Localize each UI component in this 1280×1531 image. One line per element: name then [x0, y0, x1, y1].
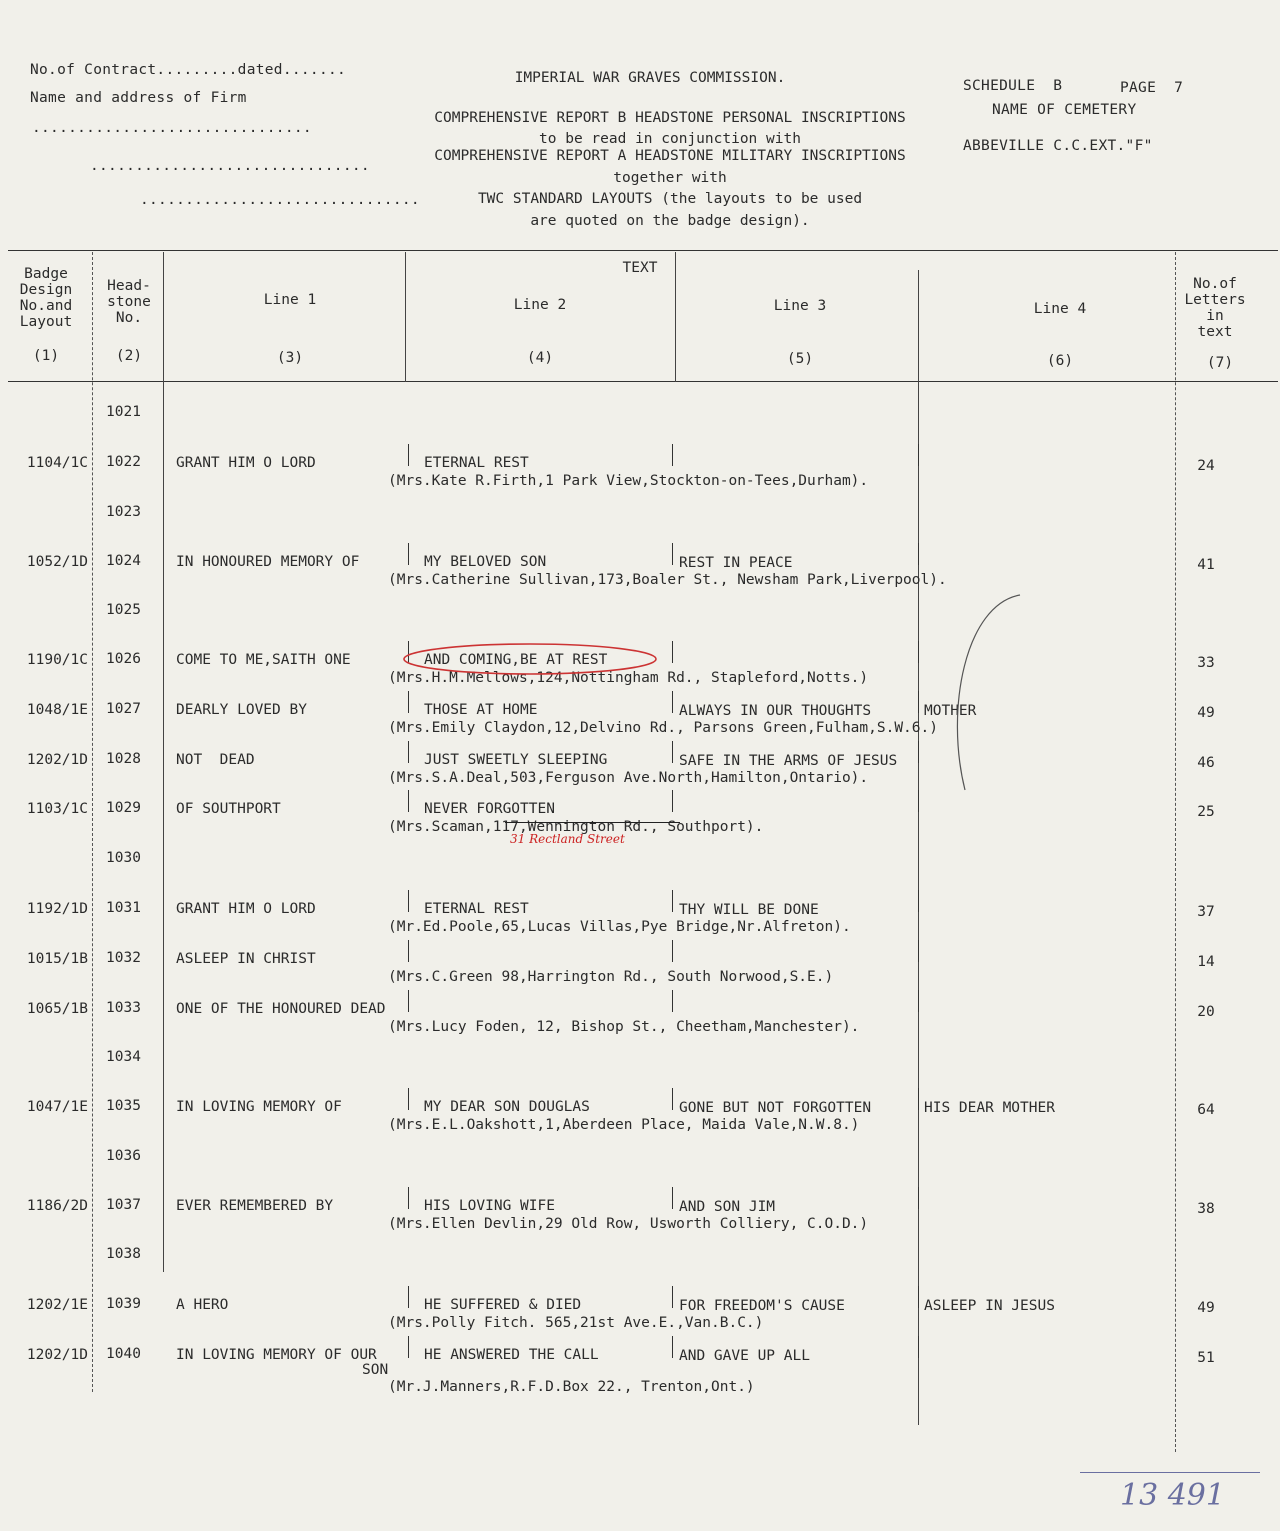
- commission-title: IMPERIAL WAR GRAVES COMMISSION.: [514, 70, 786, 86]
- inscription-line3-cell: GONE BUT NOT FORGOTTEN: [679, 1100, 872, 1116]
- headstone-number-cell: 1028: [106, 751, 141, 767]
- column-tick-mark: [918, 543, 919, 565]
- inscription-line1-cell: IN LOVING MEMORY OF: [176, 1099, 342, 1115]
- column-tick-mark: [408, 1088, 409, 1110]
- badge-design-cell: 1190/1C: [26, 652, 88, 668]
- pencil-total-annotation: 13 491: [1120, 1478, 1225, 1513]
- inscription-line2-cell: MY DEAR SON DOUGLAS: [424, 1099, 590, 1115]
- headstone-number-cell: 1037: [106, 1197, 141, 1213]
- column-tick-mark: [672, 444, 673, 466]
- headstone-number-cell: 1027: [106, 701, 141, 717]
- next-of-kin-address: (Mrs.Catherine Sullivan,173,Boaler St., Newsham Park,Liverpool).: [388, 572, 947, 588]
- next-of-kin-address: (Mr.J.Manners,R.F.D.Box 22., Trenton,Ont.): [388, 1379, 755, 1395]
- column-tick-mark: [672, 543, 673, 565]
- column-tick-mark: [408, 741, 409, 763]
- letter-count-cell: 41: [1197, 557, 1215, 573]
- next-of-kin-address: (Mr.Ed.Poole,65,Lucas Villas,Pye Bridge,Nr.Alfreton).: [388, 919, 851, 935]
- headstone-number-cell: 1031: [106, 900, 141, 916]
- badge-design-cell: 1047/1E: [26, 1099, 88, 1115]
- col-header-badge: Badge Design No.and Layout: [19, 266, 73, 330]
- letter-count-cell: 49: [1197, 705, 1215, 721]
- next-of-kin-address: (Mrs.Kate R.Firth,1 Park View,Stockton-on-Tees,Durham).: [388, 473, 869, 489]
- inscription-line2-cell: ETERNAL REST: [424, 455, 529, 471]
- column-tick-mark: [672, 1336, 673, 1358]
- column-tick-mark: [408, 444, 409, 466]
- headstone-number-cell: 1036: [106, 1148, 141, 1164]
- inscription-line3-cell: AND SON JIM: [679, 1199, 776, 1215]
- headstone-number-cell: 1022: [106, 454, 141, 470]
- headstone-number-cell: 1029: [106, 800, 141, 816]
- headstone-number-cell: 1039: [106, 1296, 141, 1312]
- dots-line: ...............................: [32, 120, 312, 136]
- badge-design-cell: 1186/2D: [26, 1198, 88, 1214]
- col-header-line1: Line 1: [263, 292, 317, 308]
- headstone-number-cell: 1023: [106, 504, 141, 520]
- pencil-underline: [1080, 1472, 1260, 1473]
- col-number: (2): [115, 348, 143, 364]
- next-of-kin-address: (Mrs.H.M.Mellows,124,Nottingham Rd., Stapleford,Notts.): [388, 670, 869, 686]
- column-tick-mark: [408, 790, 409, 812]
- column-tick-mark: [408, 940, 409, 962]
- col-number: (7): [1206, 355, 1234, 371]
- col-number: (3): [276, 350, 304, 366]
- col-header-line3: Line 3: [773, 298, 827, 314]
- letter-count-cell: 20: [1197, 1004, 1215, 1020]
- column-tick-mark: [408, 1286, 409, 1308]
- headstone-number-cell: 1026: [106, 651, 141, 667]
- next-of-kin-address: (Mrs.C.Green 98,Harrington Rd., South Norwood,S.E.): [388, 969, 834, 985]
- headstone-number-cell: 1021: [106, 404, 141, 420]
- badge-design-cell: 1202/1D: [26, 752, 88, 768]
- inscription-line1-cell: OF SOUTHPORT: [176, 801, 281, 817]
- column-divider: [92, 252, 93, 1392]
- badge-design-cell: 1202/1D: [26, 1347, 88, 1363]
- letter-count-cell: 38: [1197, 1201, 1215, 1217]
- next-of-kin-address: (Mrs.S.A.Deal,503,Ferguson Ave.North,Hamilton,Ontario).: [388, 770, 869, 786]
- letter-count-cell: 37: [1197, 904, 1215, 920]
- headstone-number-cell: 1038: [106, 1246, 141, 1262]
- col-header-line4: Line 4: [1033, 301, 1087, 317]
- badge-design-cell: 1015/1B: [26, 951, 88, 967]
- headstone-number-cell: 1024: [106, 553, 141, 569]
- letter-count-cell: 25: [1197, 804, 1215, 820]
- badge-design-cell: 1104/1C: [26, 455, 88, 471]
- inscription-line2-cell: NEVER FORGOTTEN: [424, 801, 555, 817]
- column-tick-mark: [672, 940, 673, 962]
- col-number: (5): [786, 351, 814, 367]
- inscription-line2-cell: MY BELOVED SON: [424, 554, 547, 570]
- letter-count-cell: 14: [1197, 954, 1215, 970]
- letter-count-cell: 49: [1197, 1300, 1215, 1316]
- inscription-line1-cell: GRANT HIM O LORD: [176, 455, 316, 471]
- headstone-number-cell: 1030: [106, 850, 141, 866]
- report-line: TWC STANDARD LAYOUTS (the layouts to be used: [477, 191, 863, 207]
- inscription-line3-cell: ALWAYS IN OUR THOUGHTS: [679, 703, 872, 719]
- column-tick-mark: [918, 890, 919, 912]
- column-tick-mark: [408, 691, 409, 713]
- inscription-line3-cell: SAFE IN THE ARMS OF JESUS: [679, 753, 898, 769]
- col-header-letters: No.of Letters in text: [1184, 276, 1246, 340]
- inscription-line3-cell: FOR FREEDOM'S CAUSE: [679, 1298, 845, 1314]
- inscription-line1-cell: ASLEEP IN CHRIST: [176, 951, 316, 967]
- column-tick-mark: [408, 1187, 409, 1209]
- column-tick-mark: [918, 1336, 919, 1358]
- column-tick-mark: [408, 543, 409, 565]
- badge-design-cell: 1103/1C: [26, 801, 88, 817]
- page-number: PAGE 7: [1120, 80, 1184, 96]
- inscription-line1-cell: GRANT HIM O LORD: [176, 901, 316, 917]
- next-of-kin-address: (Mrs.Emily Claydon,12,Delvino Rd., Parsons Green,Fulham,S.W.6.): [388, 720, 938, 736]
- pencil-bracket: [925, 590, 1025, 800]
- badge-design-cell: 1192/1D: [26, 901, 88, 917]
- column-tick-mark: [672, 990, 673, 1012]
- column-divider: [163, 252, 164, 1272]
- column-tick-mark: [918, 641, 919, 663]
- column-tick-mark: [672, 1286, 673, 1308]
- column-tick-mark: [918, 1088, 919, 1110]
- inscription-line2-cell: HE SUFFERED & DIED: [424, 1297, 582, 1313]
- red-circle-annotation: [400, 640, 660, 680]
- inscription-line2-cell: JUST SWEETLY SLEEPING: [424, 752, 608, 768]
- inscription-line1-cell: A HERO: [176, 1297, 229, 1313]
- inscription-line1-cell: ONE OF THE HONOURED DEAD: [176, 1001, 386, 1017]
- column-tick-mark: [672, 790, 673, 812]
- headstone-number-cell: 1025: [106, 602, 141, 618]
- column-tick-mark: [672, 691, 673, 713]
- inscription-line4-cell: ASLEEP IN JESUS: [924, 1298, 1055, 1314]
- column-tick-mark: [918, 741, 919, 763]
- column-divider: [1175, 252, 1176, 1452]
- cemetery-name: ABBEVILLE C.C.EXT."F": [963, 138, 1153, 154]
- next-of-kin-address: (Mrs.E.L.Oakshott,1,Aberdeen Place, Maida Vale,N.W.8.): [388, 1117, 860, 1133]
- column-tick-mark: [408, 890, 409, 912]
- inscription-line2-cell: HE ANSWERED THE CALL: [424, 1347, 599, 1363]
- badge-design-cell: 1052/1D: [26, 554, 88, 570]
- col-header-text-group: TEXT: [622, 260, 658, 276]
- column-tick-mark: [918, 1286, 919, 1308]
- badge-design-cell: 1065/1B: [26, 1001, 88, 1017]
- inscription-line1-cell: EVER REMEMBERED BY: [176, 1198, 334, 1214]
- column-tick-mark: [672, 1088, 673, 1110]
- contract-line: No.of Contract.........dated.......: [30, 62, 347, 78]
- inscription-line2-cell: HIS LOVING WIFE: [424, 1198, 555, 1214]
- column-tick-mark: [672, 741, 673, 763]
- inscription-line1-continuation: SON: [362, 1362, 389, 1378]
- column-tick-mark: [918, 790, 919, 812]
- report-line: COMPREHENSIVE REPORT A HEADSTONE MILITARY INSCRIPTIONS: [434, 148, 906, 164]
- table-header-rule: [8, 381, 1278, 382]
- next-of-kin-address: (Mrs.Lucy Foden, 12, Bishop St., Cheetham,Manchester).: [388, 1019, 860, 1035]
- report-line: are quoted on the badge design).: [530, 213, 810, 229]
- handwritten-address-correction: 31 Rectland Street: [510, 832, 625, 846]
- inscription-line1-cell: COME TO ME,SAITH ONE: [176, 652, 351, 668]
- column-tick-mark: [672, 641, 673, 663]
- headstone-number-cell: 1035: [106, 1098, 141, 1114]
- inscription-line3-cell: THY WILL BE DONE: [679, 902, 819, 918]
- column-tick-mark: [672, 890, 673, 912]
- inscription-line3-cell: AND GAVE UP ALL: [679, 1348, 810, 1364]
- strikethrough-mark: [505, 822, 680, 823]
- next-of-kin-address: (Mrs.Polly Fitch. 565,21st Ave.E.,Van.B.C.): [388, 1315, 764, 1331]
- column-tick-mark: [672, 1187, 673, 1209]
- inscription-line3-cell: REST IN PEACE: [679, 555, 793, 571]
- headstone-number-cell: 1033: [106, 1000, 141, 1016]
- inscription-line4-cell: HIS DEAR MOTHER: [924, 1100, 1055, 1116]
- report-line: to be read in conjunction with: [539, 131, 801, 147]
- inscription-line2-cell: ETERNAL REST: [424, 901, 529, 917]
- column-tick-mark: [918, 444, 919, 466]
- col-number: (6): [1046, 353, 1074, 369]
- report-line: COMPREHENSIVE REPORT B HEADSTONE PERSONAL INSCRIPTIONS: [434, 110, 906, 126]
- column-tick-mark: [918, 1187, 919, 1209]
- col-header-line2: Line 2: [513, 297, 567, 313]
- inscription-line2-cell: AND COMING,BE AT REST: [424, 652, 608, 668]
- letter-count-cell: 46: [1197, 755, 1215, 771]
- column-tick-mark: [408, 1336, 409, 1358]
- firm-label: Name and address of Firm: [30, 90, 247, 106]
- schedule-label: SCHEDULE B: [963, 78, 1063, 94]
- dots-line: ...............................: [140, 192, 420, 208]
- report-line: together with: [613, 170, 727, 186]
- headstone-number-cell: 1040: [106, 1346, 141, 1362]
- column-tick-mark: [918, 940, 919, 962]
- badge-design-cell: 1048/1E: [26, 702, 88, 718]
- inscription-line2-cell: THOSE AT HOME: [424, 702, 538, 718]
- col-number: (1): [32, 348, 60, 364]
- inscription-line1-cell: DEARLY LOVED BY: [176, 702, 307, 718]
- inscription-line1-cell: IN LOVING MEMORY OF OUR: [176, 1347, 377, 1363]
- headstone-number-cell: 1034: [106, 1049, 141, 1065]
- letter-count-cell: 51: [1197, 1350, 1215, 1366]
- letter-count-cell: 64: [1197, 1102, 1215, 1118]
- next-of-kin-address: (Mrs.Ellen Devlin,29 Old Row, Usworth Colliery, C.O.D.): [388, 1216, 869, 1232]
- letter-count-cell: 33: [1197, 655, 1215, 671]
- headstone-number-cell: 1032: [106, 950, 141, 966]
- letter-count-cell: 24: [1197, 458, 1215, 474]
- column-tick-mark: [918, 990, 919, 1012]
- cemetery-label: NAME OF CEMETERY: [992, 102, 1137, 118]
- column-tick-mark: [408, 990, 409, 1012]
- column-tick-mark: [918, 691, 919, 713]
- next-of-kin-address: (Mrs.Scaman,117,Wennington Rd., Southport).: [388, 819, 764, 835]
- inscription-line1-cell: IN HONOURED MEMORY OF: [176, 554, 360, 570]
- inscription-line1-cell: NOT DEAD: [176, 752, 255, 768]
- badge-design-cell: 1202/1E: [26, 1297, 88, 1313]
- col-header-headstone: Head- stone No.: [107, 278, 151, 326]
- dots-line: ...............................: [90, 158, 370, 174]
- col-number: (4): [526, 350, 554, 366]
- inscription-line4-cell: MOTHER: [924, 703, 977, 719]
- table-top-rule: [8, 250, 1278, 251]
